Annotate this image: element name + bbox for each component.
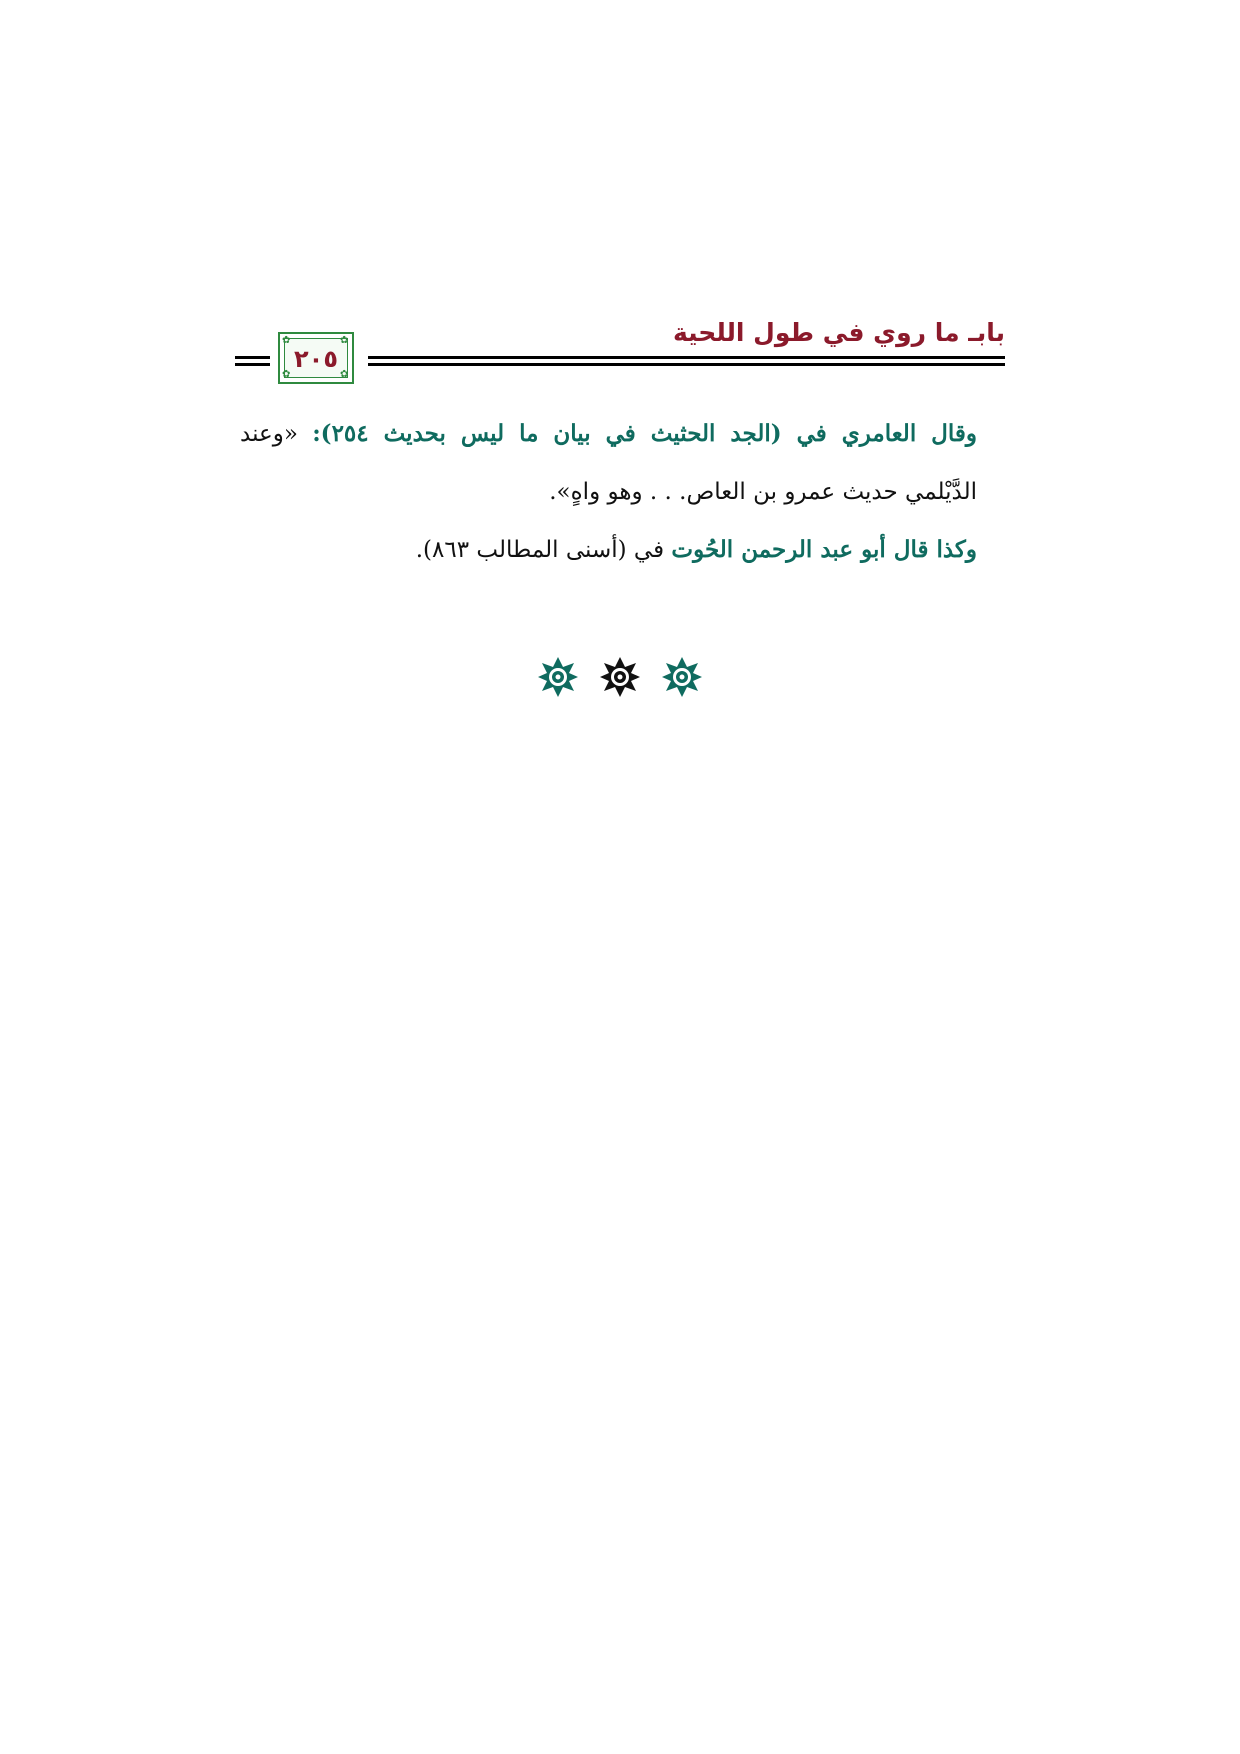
frame-corner-ornament-icon: ✿ — [340, 335, 349, 346]
frame-corner-ornament-icon: ✿ — [282, 369, 291, 380]
page-header — [0, 300, 1240, 400]
body-text — [240, 405, 1005, 579]
paragraph-1-text: «وعند الدَّيْلمي حديث عمرو بن العاص. . . وهو واهٍ». — [240, 421, 977, 505]
chapter-title: بابـ ما روي في طول اللحية — [672, 318, 1005, 347]
header-rule-left-bottom — [235, 363, 270, 366]
page-number: ٢٠٥ — [294, 345, 338, 373]
frame-corner-ornament-icon: ✿ — [340, 369, 349, 380]
paragraph-2-text: في (أسنى المطالب ٨٦٣). — [415, 537, 672, 563]
header-rule-right-top — [368, 356, 1005, 359]
header-rule-right-bottom — [368, 363, 1005, 366]
paragraph-2-lead: وكذا قال أبو عبد الرحمن الحُوت — [671, 536, 977, 563]
header-rule-left-top — [235, 356, 270, 359]
paragraph-2 — [240, 521, 1005, 579]
section-end-ornaments — [0, 655, 1240, 705]
paragraph-1 — [240, 405, 1005, 521]
page-number-frame — [278, 332, 354, 384]
green-flower-ornament-icon — [536, 655, 580, 699]
paragraph-1-lead: وقال العامري في (الجد الحثيث في بيان ما ليس بحديث ٢٥٤): — [312, 420, 977, 447]
green-flower-ornament-icon — [660, 655, 704, 699]
black-flower-ornament-icon — [598, 655, 642, 699]
frame-corner-ornament-icon: ✿ — [282, 335, 291, 346]
